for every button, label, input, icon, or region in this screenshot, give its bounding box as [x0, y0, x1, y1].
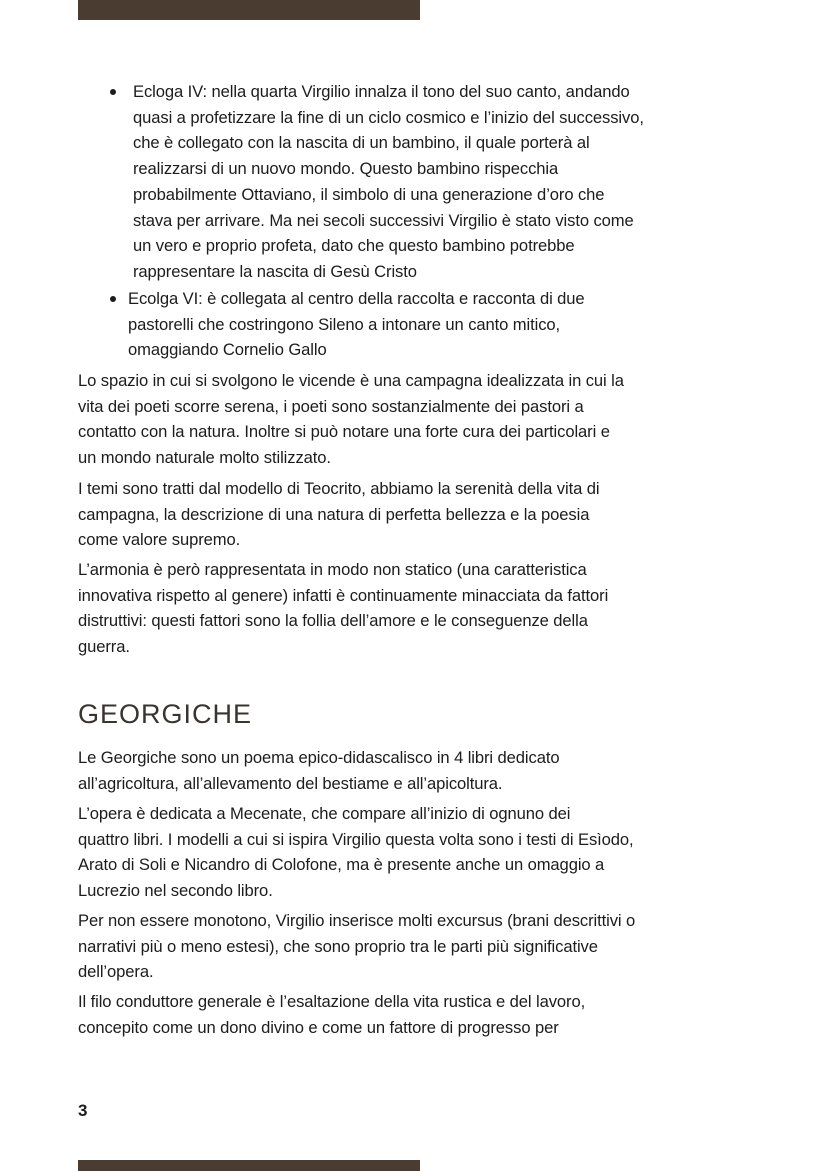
paragraph	[78, 476, 599, 553]
text-line: distruttivi: questi fattori sono la follia dell’amore e le conseguenze della	[78, 611, 588, 631]
bullet-dot	[110, 296, 116, 302]
bullet-item-ecloga-vi	[128, 286, 585, 363]
header-bar	[78, 0, 420, 20]
text-line: Ecloga IV: nella quarta Virgilio innalza il tono del suo canto, andando	[133, 82, 630, 101]
text-line: realizzarsi di un nuovo mondo. Questo bambino rispecchia	[133, 159, 559, 179]
text-line: concepito come un dono divino e come un fattore di progresso per	[78, 1017, 559, 1037]
text-line: Lo spazio in cui si svolgono le vicende è una campagna idealizzata in cui la	[78, 371, 624, 390]
text-line: pastorelli che costringono Sileno a intonare un canto mitico,	[128, 314, 561, 334]
paragraph	[78, 989, 585, 1040]
bullet-dot	[110, 89, 116, 95]
page-number: 3	[78, 1101, 88, 1120]
footer-bar	[78, 1160, 420, 1171]
paragraph	[78, 745, 559, 796]
text-line: Il filo conduttore generale è l’esaltazione della vita rustica e del lavoro,	[78, 992, 586, 1011]
text-line: Arato di Soli e Nicandro di Colofone, ma è presente anche un omaggio a	[78, 855, 605, 875]
text-line: all’agricoltura, all’allevamento del bestiame e all’apicoltura.	[78, 773, 503, 793]
text-line: quasi a profetizzare la fine di un ciclo cosmico e l’inizio del successivo,	[133, 107, 644, 127]
text-line: L’opera è dedicata a Mecenate, che compare all’inizio di ognuno dei	[78, 804, 571, 823]
text-line: Ecolga VI: è collegata al centro della raccolta e racconta di due	[128, 289, 585, 308]
text-line: I temi sono tratti dal modello di Teocrito, abbiamo la serenità della vita di	[78, 479, 600, 498]
paragraph	[78, 908, 635, 985]
bullet-item-ecloga-iv	[133, 79, 644, 285]
text-line: vita dei poeti scorre serena, i poeti sono sostanzialmente dei pastori a	[78, 396, 584, 416]
text-line: innovativa rispetto al genere) infatti è continuamente minacciata da fattori	[78, 585, 609, 605]
text-line: come valore supremo.	[78, 530, 241, 550]
text-line: campagna, la descrizione di una natura di perfetta bellezza e la poesia	[78, 504, 590, 524]
text-line: probabilmente Ottaviano, il simbolo di una generazione d’oro che	[133, 184, 605, 204]
section-heading: GEORGICHE	[78, 699, 253, 729]
text-line: narrativi più o meno estesi), che sono proprio tra le parti più significative	[78, 936, 598, 956]
text-line: quattro libri. I modelli a cui si ispira Virgilio questa volta sono i testi di Esìodo,	[78, 829, 634, 849]
text-line: Lucrezio nel secondo libro.	[78, 881, 273, 901]
paragraph	[78, 801, 634, 904]
text-line: un vero e proprio profeta, dato che questo bambino potrebbe	[133, 236, 575, 256]
text-line: dell’opera.	[78, 962, 154, 982]
text-line: Le Georgiche sono un poema epico-didascalisco in 4 libri dedicato	[78, 748, 560, 767]
text-line: L’armonia è però rappresentata in modo non statico (una caratteristica	[78, 560, 587, 579]
paragraph	[78, 557, 608, 660]
paragraph	[78, 368, 624, 471]
text-line: che è collegato con la nascita di un bambino, il quale porterà al	[133, 133, 590, 153]
text-line: rappresentare la nascita di Gesù Cristo	[133, 261, 417, 281]
text-line: Per non essere monotono, Virgilio inserisce molti excursus (brani descrittivi o	[78, 911, 636, 930]
text-line: contatto con la natura. Inoltre si può notare una forte cura dei particolari e	[78, 422, 610, 442]
text-line: un mondo naturale molto stilizzato.	[78, 448, 331, 468]
text-line: stava per arrivare. Ma nei secoli successivi Virgilio è stato visto come	[133, 210, 634, 230]
text-line: guerra.	[78, 637, 130, 657]
text-line: omaggiando Cornelio Gallo	[128, 340, 327, 360]
